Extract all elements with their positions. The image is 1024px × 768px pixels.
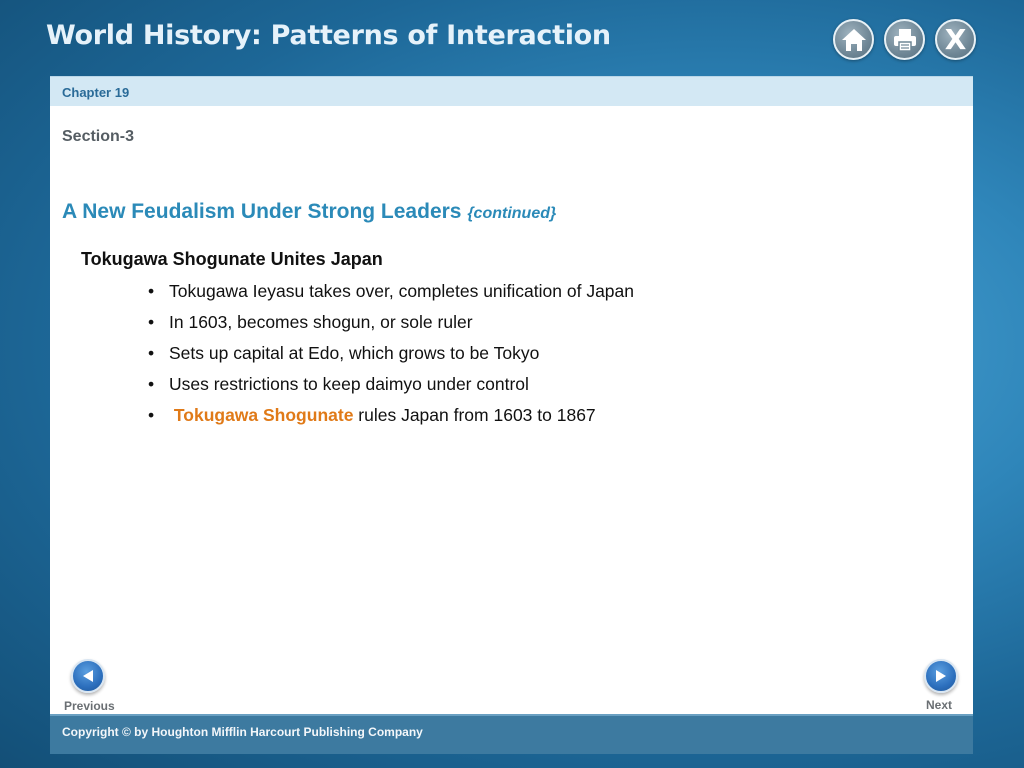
footer (50, 714, 973, 754)
list-item: • In 1603, becomes shogun, or sole ruler (148, 312, 473, 332)
list-item: • Uses restrictions to keep daimyo under control (148, 374, 529, 394)
close-icon: X (944, 22, 967, 56)
chapter-label: Chapter 19 (62, 85, 130, 100)
top-toolbar (833, 19, 976, 60)
highlight-term: Tokugawa Shogunate (173, 405, 354, 425)
home-button[interactable] (833, 19, 874, 60)
print-button[interactable] (884, 19, 925, 60)
home-icon (841, 28, 867, 52)
previous-label[interactable]: Previous (64, 699, 115, 713)
print-icon (892, 28, 918, 52)
section-label: Section-3 (62, 128, 135, 145)
app-title: World History: Patterns of Interaction (46, 20, 611, 51)
list-item: • Tokugawa Ieyasu takes over, completes unification of Japan (148, 281, 634, 301)
heading-note: {continued} (467, 205, 557, 222)
bullet-list (148, 279, 634, 434)
list-item: • Sets up capital at Edo, which grows to be Tokyo (148, 343, 540, 363)
next-button[interactable] (924, 659, 958, 693)
heading-text: A New Feudalism Under Strong Leaders (62, 200, 462, 223)
close-button[interactable] (935, 19, 976, 60)
copyright-text: Copyright © by Houghton Mifflin Harcourt Publishing Company (62, 725, 423, 739)
previous-button[interactable] (71, 659, 105, 693)
subheading: Tokugawa Shogunate Unites Japan (81, 249, 383, 269)
chapter-bar (50, 76, 973, 106)
list-item: • Tokugawa Shogunate rules Japan from 1603 to 1867 (148, 405, 596, 425)
next-label[interactable]: Next (926, 698, 953, 712)
content-panel (50, 76, 973, 714)
slide-heading (62, 200, 556, 224)
arrow-left-icon (81, 669, 95, 683)
arrow-right-icon (934, 669, 948, 683)
